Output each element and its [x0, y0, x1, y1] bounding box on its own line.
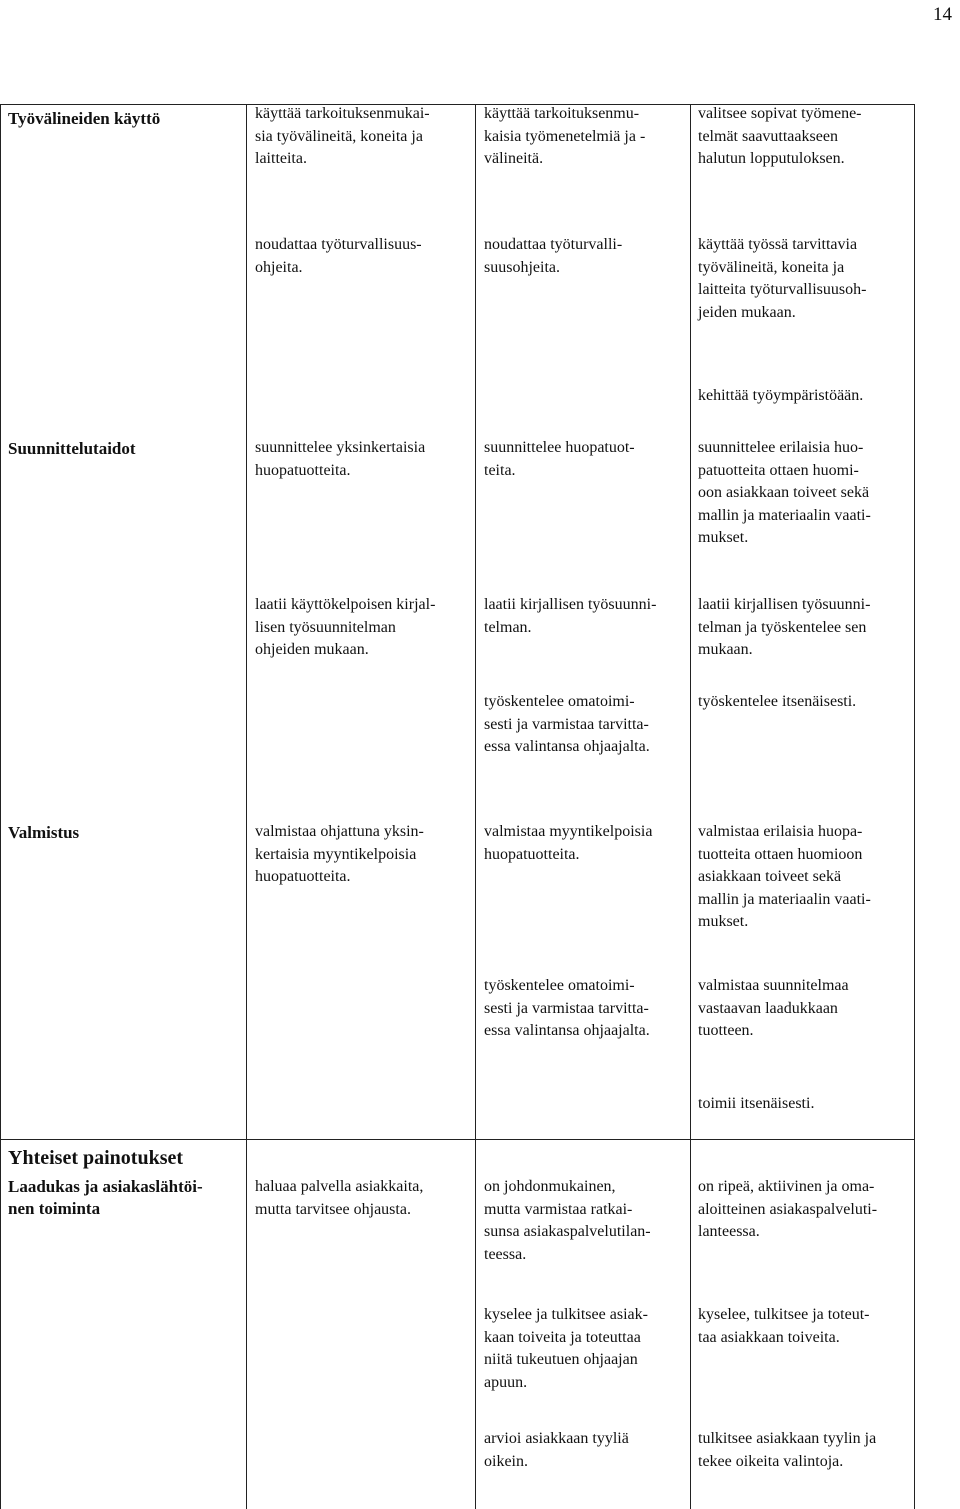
section-heading: Laadukas ja asiakaslähtöi- nen toiminta [8, 1177, 203, 1218]
column-divider [690, 104, 691, 1509]
page-number: 14 [933, 4, 952, 25]
section-divider [0, 1139, 915, 1140]
criteria-cell: on johdonmukainen, mutta varmistaa ratkai- sunsa asiakaspalvelutilan- teessa. [484, 1178, 651, 1263]
criteria-cell: käyttää tarkoituksenmu- kaisia työmenetelmiä ja - välineitä. [484, 105, 646, 167]
criteria-cell: valmistaa erilaisia huopa- tuotteita ottaen huomioon asiakkaan toiveet sekä mallin ja materiaalin vaati- mukset. [698, 823, 871, 930]
criteria-cell: toimii itsenäisesti. [698, 1095, 815, 1112]
criteria-cell: tulkitsee asiakkaan tyylin ja tekee oikeita valintoja. [698, 1430, 877, 1470]
table-right-border [914, 104, 915, 1509]
criteria-cell: suunnittelee huopatuot- teita. [484, 439, 635, 479]
criteria-cell: valmistaa myyntikelpoisia huopatuotteita. [484, 823, 653, 863]
criteria-cell: suunnittelee yksinkertaisia huopatuotteita. [255, 439, 426, 479]
criteria-cell: laatii käyttökelpoisen kirjal- lisen työsuunnitelman ohjeiden mukaan. [255, 596, 436, 658]
criteria-cell: kehittää työympäristöään. [698, 387, 864, 404]
criteria-cell: käyttää tarkoituksenmukai- sia työvälineitä, koneita ja laitteita. [255, 105, 430, 167]
column-divider [246, 104, 247, 1509]
criteria-cell: kyselee ja tulkitsee asiak- kaan toiveita ja toteuttaa niitä tukeutuen ohjaajan apuun. [484, 1306, 648, 1391]
criteria-cell: työskentelee omatoimi- sesti ja varmistaa tarvitta- essa valintansa ohjaajalta. [484, 693, 650, 755]
criteria-cell: laatii kirjallisen työsuunni- telman. [484, 596, 657, 636]
section-heading: Valmistus [8, 823, 80, 842]
criteria-cell: kyselee, tulkitsee ja toteut- taa asiakkaan toiveita. [698, 1306, 870, 1346]
criteria-cell: haluaa palvella asiakkaita, mutta tarvitsee ohjausta. [255, 1178, 424, 1218]
criteria-cell: arvioi asiakkaan tyyliä oikein. [484, 1430, 629, 1470]
criteria-cell: noudattaa työturvallisuus- ohjeita. [255, 236, 422, 276]
criteria-cell: valmistaa suunnitelmaa vastaavan laadukkaan tuotteen. [698, 977, 849, 1039]
column-divider [475, 104, 476, 1509]
section-heading: Työvälineiden käyttö [8, 109, 161, 128]
criteria-cell: on ripeä, aktiivinen ja oma- aloitteinen asiakaspalveluti- lanteessa. [698, 1178, 878, 1240]
criteria-cell: valitsee sopivat työmene- telmät saavuttaakseen halutun lopputuloksen. [698, 105, 862, 167]
criteria-cell: laatii kirjallisen työsuunni- telman ja työskentelee sen mukaan. [698, 596, 871, 658]
criteria-cell: työskentelee omatoimi- sesti ja varmistaa tarvitta- essa valintansa ohjaajalta. [484, 977, 650, 1039]
section-heading: Suunnittelutaidot [8, 439, 136, 458]
criteria-cell: käyttää työssä tarvittavia työvälineitä, koneita ja laitteita työturvallisuusoh- jeiden mukaan. [698, 236, 867, 321]
table-left-border [0, 104, 1, 1509]
section-title: Yhteiset painotukset [8, 1147, 184, 1169]
criteria-cell: noudattaa työturvalli- suusohjeita. [484, 236, 623, 276]
criteria-cell: työskentelee itsenäisesti. [698, 693, 857, 710]
criteria-cell: suunnittelee erilaisia huo- patuotteita ottaen huomi- oon asiakkaan toiveet sekä mallin ja materiaalin vaati- mukset. [698, 439, 871, 546]
criteria-cell: valmistaa ohjattuna yksin- kertaisia myyntikelpoisia huopatuotteita. [255, 823, 424, 885]
